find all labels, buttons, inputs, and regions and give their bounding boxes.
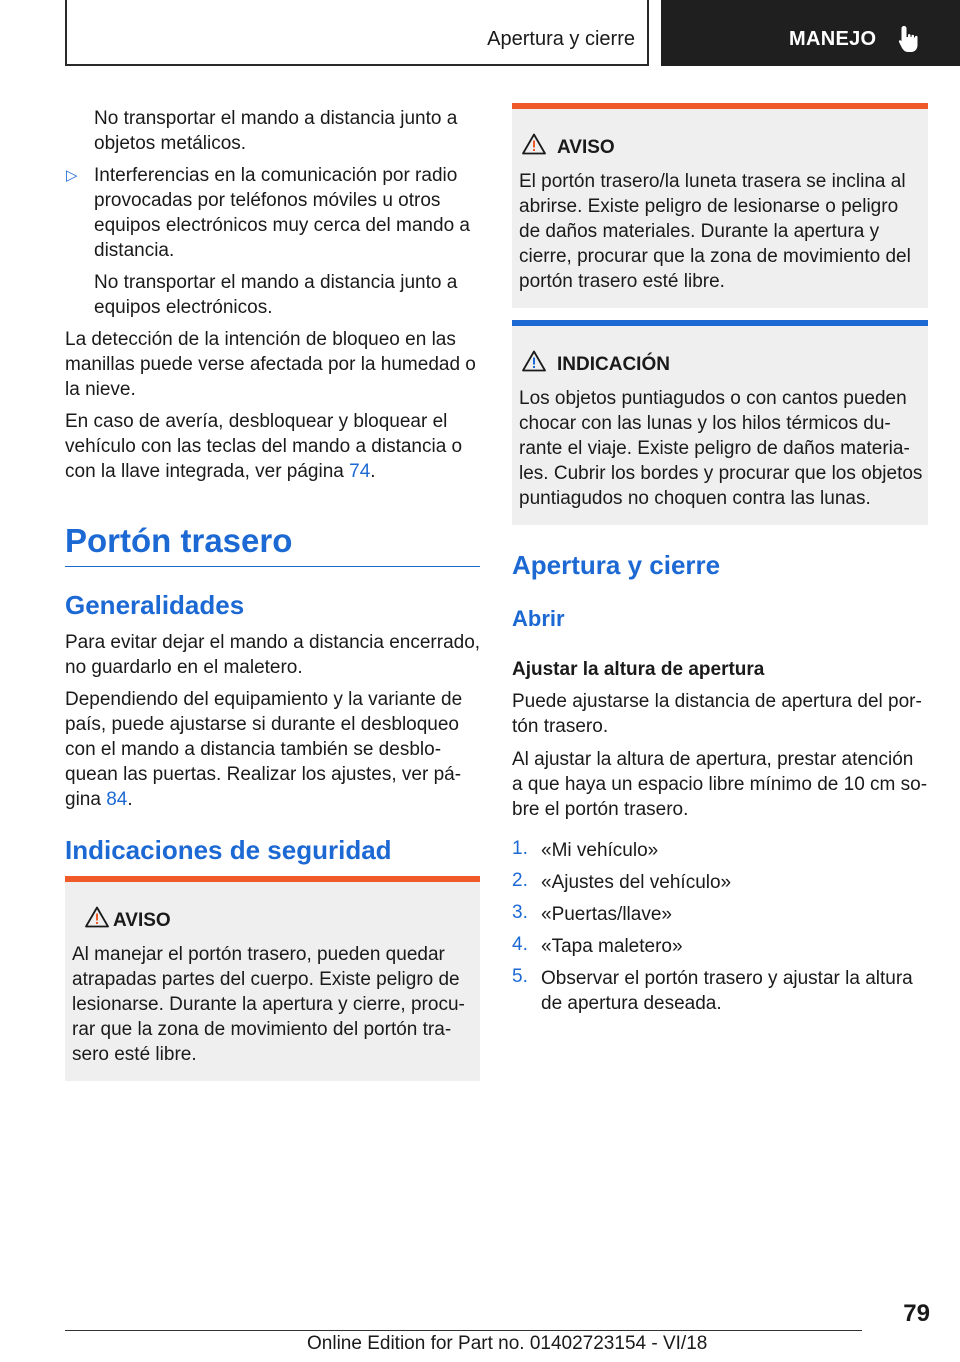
header-section-title: Apertura y cierre — [487, 28, 635, 50]
bullet-marker-icon: ▷ — [66, 167, 78, 184]
heading-underline — [65, 566, 480, 567]
failure-text: En caso de avería, desbloquear y bloquear el vehículo con las teclas del mando a distancia o con la llave integrada, ver página — [65, 411, 463, 482]
page-number: 79 — [903, 1300, 930, 1327]
footer-edition: Online Edition for Part no. 01402723154 - VI/18 — [307, 1333, 708, 1354]
pointing-hand-icon — [897, 24, 921, 54]
page-link-74[interactable]: 74 — [349, 461, 371, 482]
period: . — [370, 461, 376, 482]
warning-box-aviso-right — [512, 103, 928, 308]
step-text: «Tapa maletero» — [541, 936, 683, 957]
notice-box-indicacion — [512, 320, 928, 525]
heading-seguridad: Indicaciones de seguridad — [65, 835, 392, 865]
step-text: «Mi vehículo» — [541, 840, 659, 861]
aviso-text: Al manejar el portón trasero, pueden quedar atrapadas partes del cuerpo. Existe peligro de lesionarse. Durante la apertura y cierre, procurar que la zona de movimiento del portón trasero esté libre. — [72, 944, 465, 1065]
paragraph-adjustable-distance: Puede ajustarse la distancia de apertura del portón trasero. — [512, 691, 922, 737]
paragraph-unlock-settings — [65, 687, 485, 812]
step-number: 4. — [512, 934, 528, 955]
heading-porton-trasero: Portón trasero — [65, 522, 293, 559]
paragraph-metal-objects: No transportar el mando a distancia junto a objetos metálicos. — [94, 108, 458, 154]
step-number: 2. — [512, 870, 528, 891]
header-chapter-title: MANEJO — [789, 28, 877, 50]
aviso-title: AVISO — [557, 137, 615, 158]
header-section-box — [65, 0, 649, 66]
period: . — [127, 789, 133, 810]
paragraph-lock-detection: La detección de la intención de bloqueo en las manillas puede verse afectada por la humedad o la nieve. — [65, 329, 476, 400]
warning-triangle-icon — [85, 906, 109, 928]
warning-triangle-icon — [522, 350, 546, 372]
heading-abrir: Abrir — [512, 606, 565, 631]
unlock-text: Dependiendo del equipamiento y la variante de país, puede ajustarse si durante el desbloqueo con el mando a distancia también se desbloquean las puertas. Realizar los ajustes, ver página — [65, 689, 463, 810]
step-text: Observar el portón trasero y ajustar la altura de apertura deseada. — [541, 968, 913, 1014]
warning-triangle-icon — [522, 133, 546, 155]
paragraph-clearance: Al ajustar la altura de apertura, prestar atención a que haya un espacio libre mínimo de 10 cm sobre el portón trasero. — [512, 749, 928, 820]
step-text: «Puertas/llave» — [541, 904, 672, 925]
step-number: 1. — [512, 838, 528, 859]
indicacion-text: Los objetos puntiagudos o con cantos pueden chocar con las lunas y los hilos térmicos durante el viaje. Existe peligro de daños materiales. Cubrir los bordes y procurar que los objetos puntiagudos no choquen contra las lunas. — [519, 388, 923, 509]
heading-ajustar-altura: Ajustar la altura de apertura — [512, 659, 765, 680]
warning-box-aviso-left — [65, 876, 480, 1081]
header-chapter-tab[interactable] — [661, 0, 960, 66]
paragraph-failure — [65, 409, 485, 484]
page-link-84[interactable]: 84 — [106, 789, 128, 810]
step-number: 3. — [512, 902, 528, 923]
step-number: 5. — [512, 966, 528, 987]
bullet-interference: Interferencias en la comunicación por radio provocadas por teléfonos móviles u otros equipos electrónicos muy cerca del mando a distancia. — [94, 165, 470, 261]
paragraph-remote-in-trunk: Para evitar dejar el mando a distancia encerrado, no guardarlo en el maletero. — [65, 632, 481, 678]
heading-apertura-cierre: Apertura y cierre — [512, 550, 721, 580]
footer-divider — [65, 1330, 862, 1331]
indicacion-title: INDICACIÓN — [557, 354, 670, 375]
paragraph-electronic-devices: No transportar el mando a distancia junto a equipos electrónicos. — [94, 272, 458, 318]
heading-generalidades: Generalidades — [65, 590, 245, 620]
aviso-text: El portón trasero/la luneta trasera se inclina al abrirse. Existe peligro de lesionarse o peligro de daños materiales. Durante la apertura y cierre, procurar que la zona de movimiento del portón trasero esté libre. — [519, 171, 911, 292]
step-text: «Ajustes del vehículo» — [541, 872, 732, 893]
aviso-title: AVISO — [113, 910, 171, 931]
